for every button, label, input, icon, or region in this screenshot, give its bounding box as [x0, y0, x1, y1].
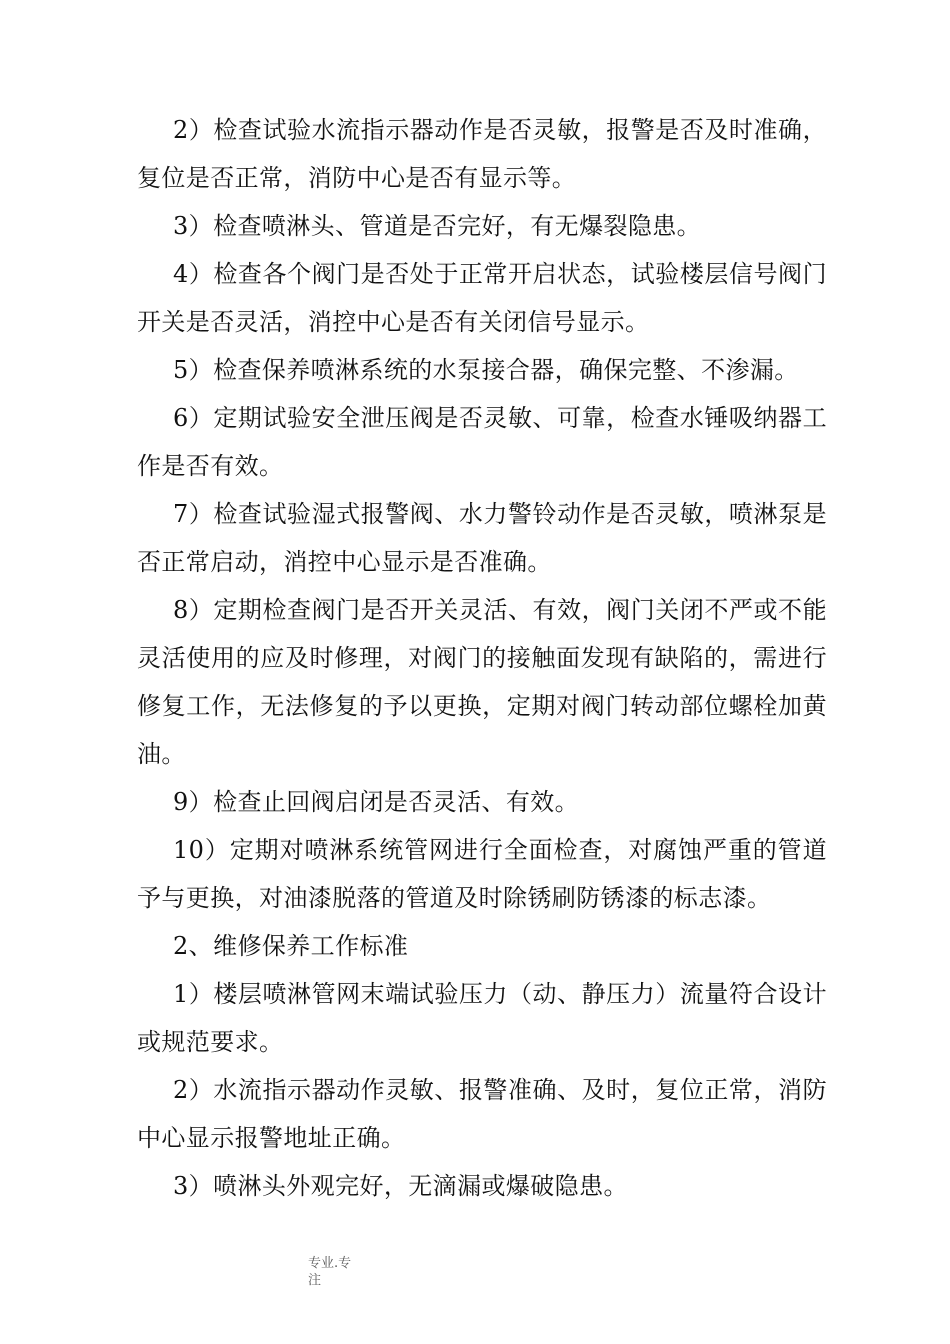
- document-body: [137, 106, 827, 1210]
- paragraph-check-valves-status: 4）检查各个阀门是否处于正常开启状态，试验楼层信号阀门开关是否灵活，消控中心是否有关闭信号显示。: [137, 260, 827, 336]
- paragraph-valve-maintenance: 8）定期检查阀门是否开关灵活、有效，阀门关闭不严或不能灵活使用的应及时修理，对阀门的接触面发现有缺陷的，需进行修复工作，无法修复的予以更换，定期对阀门转动部位螺栓加黄油。: [137, 596, 827, 768]
- section-heading-maintenance-standards: 2、维修保养工作标准: [173, 932, 409, 960]
- paragraph-standard-pressure-flow: 1）楼层喷淋管网末端试验压力（动、静压力）流量符合设计或规范要求。: [137, 980, 827, 1056]
- paragraph-check-water-flow-indicator: 2）检查试验水流指示器动作是否灵敏，报警是否及时准确，复位是否正常，消防中心是否有显示等。: [137, 116, 827, 192]
- paragraph-check-pump-adapter: 5）检查保养喷淋系统的水泵接合器，确保完整、不渗漏。: [173, 356, 799, 384]
- paragraph-standard-flow-indicator: 2）水流指示器动作灵敏、报警准确、及时，复位正常，消防中心显示报警地址正确。: [137, 1076, 827, 1152]
- paragraph-test-relief-valve: 6）定期试验安全泄压阀是否灵敏、可靠，检查水锤吸纳器工作是否有效。: [137, 404, 827, 480]
- paragraph-test-alarm-valve: 7）检查试验湿式报警阀、水力警铃动作是否灵敏，喷淋泵是否正常启动，消控中心显示是否准确。: [137, 500, 827, 576]
- page-footer: 专业.专注: [308, 1256, 352, 1288]
- paragraph-check-check-valve: 9）检查止回阀启闭是否灵活、有效。: [173, 788, 580, 816]
- paragraph-check-sprinkler-heads: 3）检查喷淋头、管道是否完好，有无爆裂隐患。: [173, 212, 702, 240]
- paragraph-standard-sprinkler-heads: 3）喷淋头外观完好，无滴漏或爆破隐患。: [173, 1172, 628, 1200]
- paragraph-pipe-network-inspection: 10）定期对喷淋系统管网进行全面检查，对腐蚀严重的管道予与更换，对油漆脱落的管道及时除锈刷防锈漆的标志漆。: [137, 836, 827, 912]
